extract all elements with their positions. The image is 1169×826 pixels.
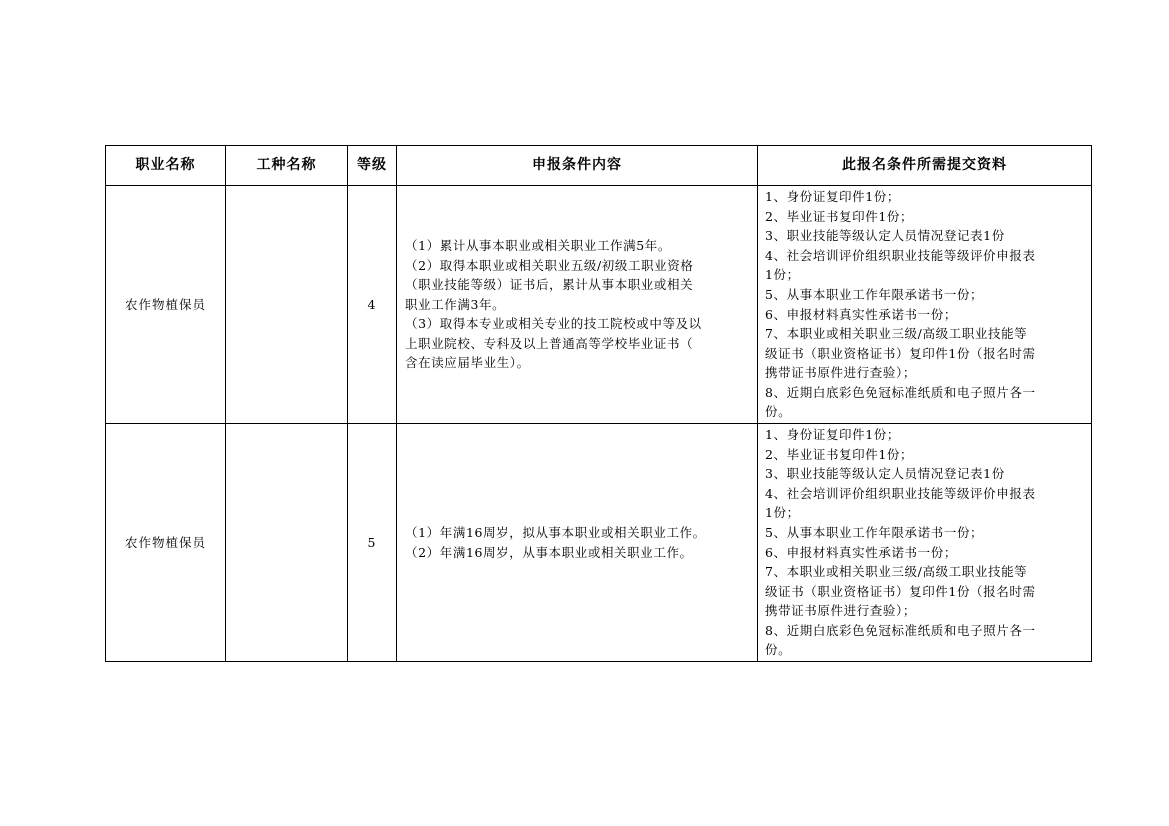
header-job-type: 工种名称 — [226, 146, 348, 186]
table-row — [106, 186, 1092, 424]
material-line: 6、申报材料真实性承诺书一份； — [765, 544, 957, 560]
material-line: 7、本职业或相关职业三级/高级工职业技能等 — [765, 326, 1028, 342]
condition-line: （1）年满16周岁，拟从事本职业或相关职业工作。 — [405, 524, 706, 540]
material-line: 份。 — [765, 642, 792, 658]
condition-line: 上职业院校、专科及以上普通高等学校毕业证书（ — [405, 335, 694, 351]
requirements-table — [105, 145, 1092, 662]
header-conditions: 申报条件内容 — [397, 146, 758, 186]
material-line: 5、从事本职业工作年限承诺书一份； — [765, 286, 984, 302]
material-line: 级证书（职业资格证书）复印件1份（报名时需 — [765, 345, 1036, 361]
material-line: 1、身份证复印件1份； — [765, 426, 901, 442]
level-cell: 5 — [348, 424, 397, 662]
material-line: 7、本职业或相关职业三级/高级工职业技能等 — [765, 564, 1028, 580]
material-line: 3、职业技能等级认定人员情况登记表1份 — [765, 466, 1005, 482]
material-line: 1、身份证复印件1份； — [765, 188, 901, 204]
conditions-cell — [397, 186, 758, 424]
condition-line: 职业工作满3年。 — [405, 296, 506, 312]
job-type-cell — [226, 424, 348, 662]
table-row — [106, 424, 1092, 662]
condition-line: （3）取得本专业或相关专业的技工院校或中等及以 — [405, 316, 702, 332]
header-occupation: 职业名称 — [106, 146, 226, 186]
condition-line: （1）累计从事本职业或相关职业工作满5年。 — [405, 237, 672, 253]
material-line: 1份； — [765, 505, 800, 521]
material-line: 级证书（职业资格证书）复印件1份（报名时需 — [765, 583, 1036, 599]
material-line: 3、职业技能等级认定人员情况登记表1份 — [765, 228, 1005, 244]
material-line: 6、申报材料真实性承诺书一份； — [765, 306, 957, 322]
table-header-row — [106, 146, 1092, 186]
level-cell: 4 — [348, 186, 397, 424]
material-line: 8、近期白底彩色免冠标准纸质和电子照片各一 — [765, 622, 1036, 638]
header-materials: 此报名条件所需提交资料 — [758, 146, 1092, 186]
material-line: 份。 — [765, 404, 792, 420]
occupation-cell: 农作物植保员 — [106, 186, 226, 424]
material-line: 携带证书原件进行查验）； — [765, 603, 916, 619]
conditions-cell — [397, 424, 758, 662]
material-line: 5、从事本职业工作年限承诺书一份； — [765, 524, 984, 540]
material-line: 4、社会培训评价组织职业技能等级评价申报表 — [765, 485, 1036, 501]
material-line: 携带证书原件进行查验）； — [765, 365, 916, 381]
condition-line: （2）年满16周岁，从事本职业或相关职业工作。 — [405, 544, 693, 560]
material-line: 2、毕业证书复印件1份； — [765, 446, 914, 462]
materials-cell — [758, 186, 1092, 424]
condition-line: （2）取得本职业或相关职业五级/初级工职业资格 — [405, 257, 694, 273]
material-line: 1份； — [765, 267, 800, 283]
materials-cell — [758, 424, 1092, 662]
material-line: 4、社会培训评价组织职业技能等级评价申报表 — [765, 247, 1036, 263]
material-line: 8、近期白底彩色免冠标准纸质和电子照片各一 — [765, 384, 1036, 400]
condition-line: （职业技能等级）证书后，累计从事本职业或相关 — [405, 277, 694, 293]
occupation-cell: 农作物植保员 — [106, 424, 226, 662]
job-type-cell — [226, 186, 348, 424]
header-level: 等级 — [348, 146, 397, 186]
condition-line: 含在读应届毕业生）。 — [405, 355, 530, 371]
material-line: 2、毕业证书复印件1份； — [765, 208, 914, 224]
